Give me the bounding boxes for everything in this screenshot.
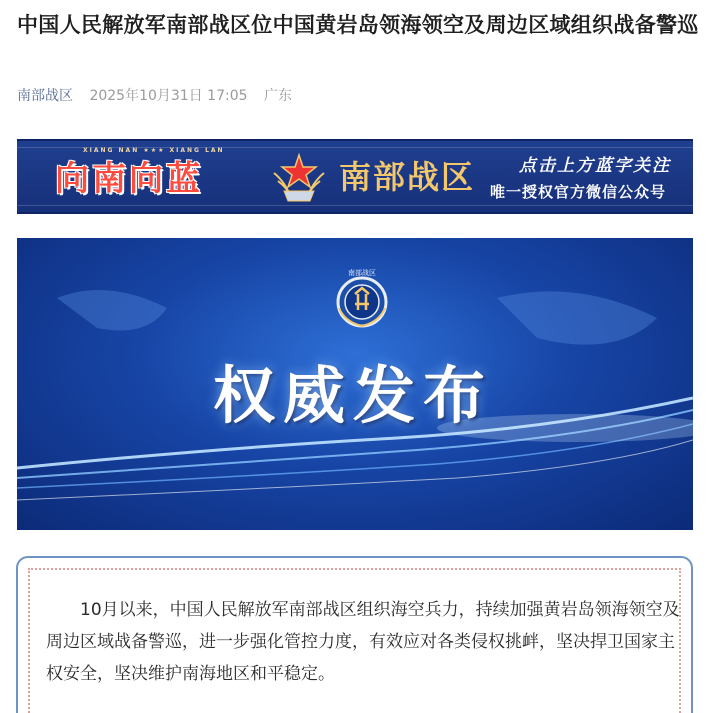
article-paragraph: 10月以来，中国人民解放军南部战区组织海空兵力，持续加强黄岩岛领海领空及周边区域战备警巡，进一步强化管控力度，有效应对各类侵权挑衅，坚决捍卫国家主权安全，坚决维护南海地区和平稳定。 [46, 600, 680, 684]
account-name-link[interactable]: 南部战区 [17, 88, 73, 104]
hero-image [17, 238, 693, 530]
banner-brand-name: 南部战区 [339, 158, 476, 196]
article-meta [17, 86, 292, 106]
banner-slogan: 向南向蓝 [55, 159, 203, 199]
banner-stripe-bottom [17, 205, 693, 206]
banner-follow-hint: 点击上方蓝字关注 [519, 156, 671, 176]
banner-small-text: XIANG NAN ★★★ XIANG LAN [83, 147, 225, 154]
emblem-caption: 南部战区 [348, 269, 376, 277]
military-emblem-icon [270, 151, 328, 205]
article-text-card [16, 556, 693, 713]
follow-banner-image[interactable] [17, 139, 693, 214]
article-title: 中国人民解放军南部战区位中国黄岩岛领海领空及周边区域组织战备警巡 [17, 13, 699, 37]
publish-date: 2025年10月31日 17:05 [89, 88, 248, 104]
southern-theater-emblem-icon [327, 264, 397, 334]
hero-title: 权威发布 [213, 359, 494, 432]
publish-location: 广东 [263, 88, 292, 104]
banner-tagline: 唯一授权官方微信公众号 [490, 183, 667, 201]
